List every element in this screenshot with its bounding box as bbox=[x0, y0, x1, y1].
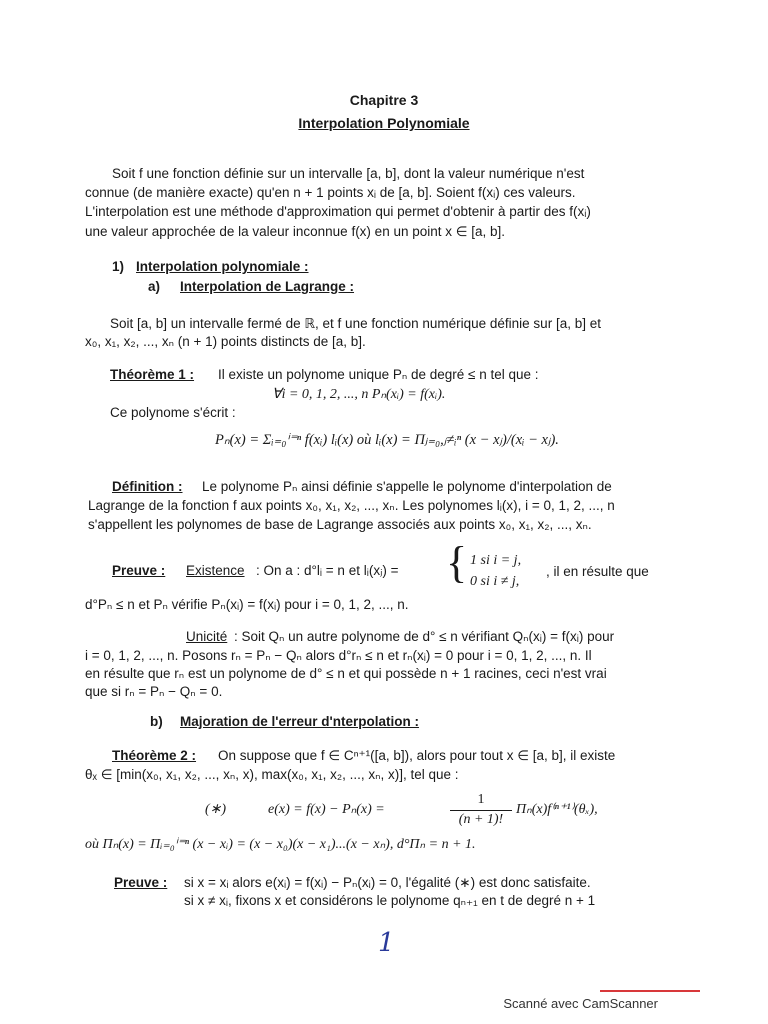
proof-2-label: Preuve : bbox=[114, 875, 168, 890]
section-1a-title: Interpolation de Lagrange : bbox=[180, 279, 355, 294]
unicite-line-3: en résulte que rₙ est un polynome de d° ≤ n et qui possède n + 1 racines, ceci n'est vrai bbox=[85, 666, 607, 681]
unicite-line-1: : Soit Qₙ un autre polynome de d° ≤ n vérifiant Qₙ(xᵢ) = f(xᵢ) pour bbox=[234, 629, 615, 644]
section-1a-letter: a) bbox=[148, 279, 161, 294]
error-fraction-denominator: (n + 1)! bbox=[458, 812, 504, 827]
theorem-1-text: Il existe un polynome unique Pₙ de degré ≤ n tel que : bbox=[218, 367, 539, 382]
camscanner-watermark: Scanné avec CamScanner bbox=[503, 996, 658, 1011]
error-fraction-numerator: 1 bbox=[477, 792, 485, 807]
theorem-2-label: Théorème 2 : bbox=[112, 748, 197, 763]
cases-brace: { bbox=[446, 538, 468, 587]
error-formula-rhs: Πₙ(x)f⁽ⁿ⁺¹⁾(θₓ), bbox=[516, 802, 598, 817]
case-2: 0 si i ≠ j, bbox=[470, 574, 520, 589]
existence-line-2: d°Pₙ ≤ n et Pₙ vérifie Pₙ(xᵢ) = f(xᵢ) pour i = 0, 1, 2, ..., n. bbox=[85, 597, 409, 612]
definition-line-1: Le polynome Pₙ ainsi définie s'appelle le polynome d'interpolation de bbox=[202, 479, 612, 494]
unicite-line-4: que si rₙ = Pₙ − Qₙ = 0. bbox=[85, 684, 223, 699]
case-1: 1 si i = j, bbox=[470, 553, 522, 568]
section-1-number: 1) bbox=[112, 259, 125, 274]
unicite-line-2: i = 0, 1, 2, ..., n. Posons rₙ = Pₙ − Qₙ alors d°rₙ ≤ n et rₙ(xᵢ) = 0 pour i = 0, 1, 2, ..., n. Il bbox=[85, 648, 592, 663]
proof-2-line-1: si x = xᵢ alors e(xᵢ) = f(xᵢ) − Pₙ(xᵢ) = 0, l'égalité (∗) est donc satisfaite. bbox=[184, 875, 591, 890]
intro-line-4: une valeur approchée de la valeur inconnue f(x) en un point x ∈ [a, b]. bbox=[85, 224, 506, 239]
chapter-title: Interpolation Polynomiale bbox=[298, 115, 470, 131]
theorem-2-line-1: On suppose que f ∈ Cⁿ⁺¹([a, b]), alors pour tout x ∈ [a, b], il existe bbox=[218, 748, 616, 763]
existence-label: Existence bbox=[186, 563, 245, 578]
chapter-label: Chapitre 3 bbox=[349, 92, 419, 108]
definition-label: Définition : bbox=[112, 479, 183, 494]
equation-star: (∗) bbox=[205, 802, 227, 817]
section-b-title: Majoration de l'erreur d'nterpolation : bbox=[180, 714, 419, 729]
page-number: 1 bbox=[378, 928, 395, 958]
definition-line-2: Lagrange de la fonction f aux points x₀, x₁, x₂, ..., xₙ. Les polynomes lᵢ(x), i = 0, 1, 2, ..., n bbox=[88, 498, 615, 513]
proof-2-line-2: si x ≠ xᵢ, fixons x et considérons le polynome qₙ₊₁ en t de degré n + 1 bbox=[184, 893, 596, 908]
lagrange-formula: Pₙ(x) = Σᵢ₌₀ⁱ⁼ⁿ f(xᵢ) lᵢ(x) où lᵢ(x) = Πⱼ₌₀,ⱼ≠ᵢⁿ (x − xⱼ)/(xᵢ − xⱼ). bbox=[215, 432, 559, 448]
proof-1-label: Preuve : bbox=[112, 563, 166, 578]
pi-definition: où Πₙ(x) = Πᵢ₌₀ⁱ⁼ⁿ (x − xᵢ) = (x − x₀)(x − x₁)...(x − xₙ), d°Πₙ = n + 1. bbox=[85, 837, 476, 852]
fraction-bar bbox=[450, 810, 512, 811]
section-b-letter: b) bbox=[150, 714, 163, 729]
intro-line-1: Soit f une fonction définie sur un intervalle [a, b], dont la valeur numérique n'est bbox=[112, 166, 585, 181]
section-1-title: Interpolation polynomiale : bbox=[136, 259, 309, 274]
lagrange-intro-line-2: x₀, x₁, x₂, ..., xₙ (n + 1) points distincts de [a, b]. bbox=[85, 334, 366, 349]
existence-text: : On a : d°lᵢ = n et lᵢ(xⱼ) = bbox=[256, 563, 399, 578]
scanner-red-line bbox=[600, 990, 700, 992]
intro-line-2: connue (de manière exacte) qu'en n + 1 points xᵢ de [a, b]. Soient f(xᵢ) ces valeurs. bbox=[85, 185, 576, 200]
error-formula-lhs: e(x) = f(x) − Pₙ(x) = bbox=[268, 802, 385, 817]
theorem-1-writes: Ce polynome s'écrit : bbox=[110, 405, 236, 420]
definition-line-3: s'appellent les polynomes de base de Lagrange associés aux points x₀, x₁, x₂, ..., xₙ. bbox=[88, 517, 592, 532]
theorem-1-formula: ∀i = 0, 1, 2, ..., n Pₙ(xᵢ) = f(xᵢ). bbox=[272, 387, 446, 402]
theorem-1-label: Théorème 1 : bbox=[110, 367, 195, 382]
unicite-label: Unicité bbox=[186, 629, 228, 644]
intro-line-3: L'interpolation est une méthode d'approximation qui permet d'obtenir à partir des f(xᵢ) bbox=[85, 204, 591, 219]
theorem-2-line-2: θₓ ∈ [min(x₀, x₁, x₂, ..., xₙ, x), max(x₀, x₁, x₂, ..., xₙ, x)], tel que : bbox=[85, 767, 459, 782]
lagrange-intro-line-1: Soit [a, b] un intervalle fermé de ℝ, et f une fonction numérique définie sur [a, b] et bbox=[110, 316, 601, 331]
existence-result: , il en résulte que bbox=[546, 564, 649, 579]
